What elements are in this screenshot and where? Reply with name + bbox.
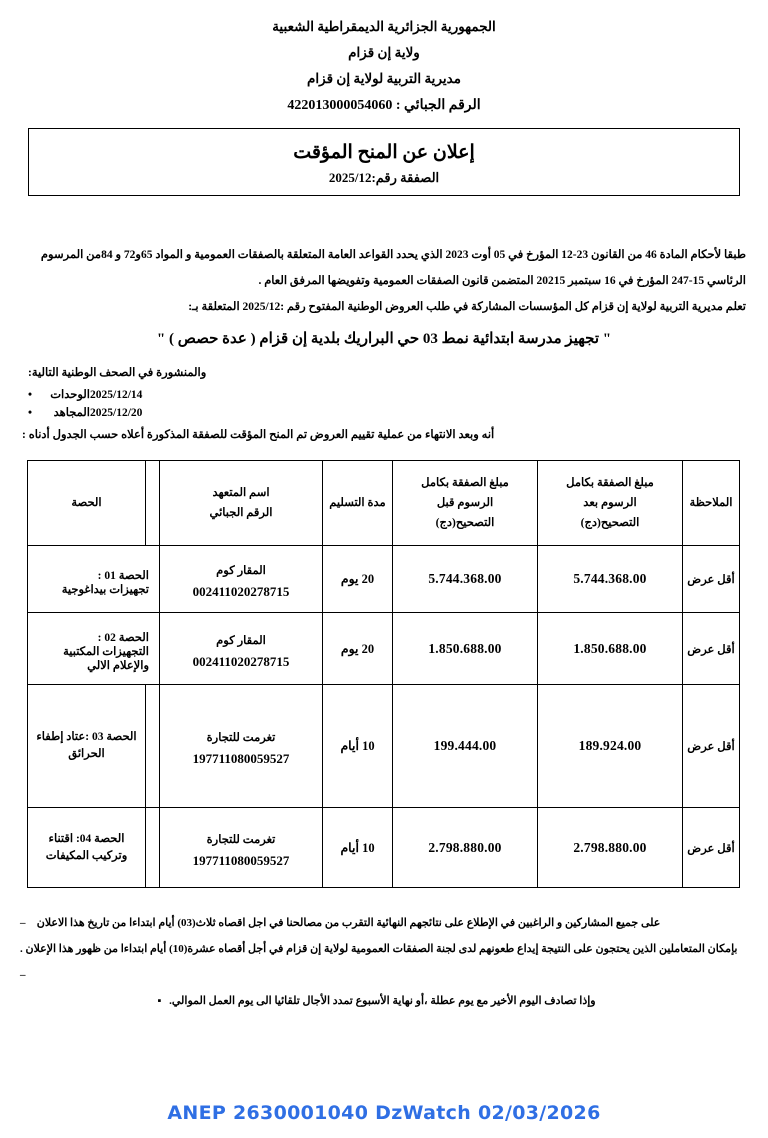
cell-note: أقل عرض [683,546,740,613]
notification-paragraph: تعلم مديرية التربية لولاية إن قزام كل المؤسسات المشاركة في طلب العروض الوطنية المفتوح رقم :2025/12 المتعلقة بـ: [188,301,746,313]
th-delivery-delay: مدة التسليم [323,461,393,546]
delay-value: 10 أيام [340,840,375,855]
publication-date: 2025/12/20 [90,407,143,419]
delay-value: 10 أيام [340,739,375,753]
cell-lot [28,546,160,613]
publication-name: المجاهد [53,407,90,419]
table-row [28,685,740,808]
tax-number: 422013000054060 [287,98,393,113]
vendor-name: تغرمت للتجارة [206,732,276,744]
vendor-nif: 002411020278715 [192,584,290,599]
th-vendor-line2: الرقم الجبائي [209,507,273,519]
page-title: إعلان عن المنح المؤقت [293,142,475,163]
note-item [20,910,748,936]
th-amount-after-line1: مبلغ الصفقة بكامل [566,477,654,489]
award-table [27,460,740,888]
amount-before-value: 5.744.368.00 [428,571,502,586]
th-amount-after [538,461,683,546]
lot-description [32,563,155,596]
publication-intro: والمنشورة في الصحف الوطنية التالية: [28,367,207,379]
th-vendor-line1: اسم المتعهد [212,487,270,499]
bullet-icon: • [27,389,32,401]
cell-delay [323,808,393,888]
amount-before-value: 2.798.880.00 [428,839,502,855]
cell-delay [323,685,393,808]
vendor-name: تغرمت للتجارة [206,833,276,846]
th-amount-after-line2: الرسوم بعد [583,497,637,509]
amount-after-value: 1.850.688.00 [573,640,647,656]
lot-line1: الحصة 04: اقتناء [48,832,125,845]
header-wilaya-line: ولاية إن قزام [348,45,420,60]
cell-lot-spacer [146,685,160,808]
tax-label: الرقم الجبائي : [395,98,481,113]
table-body [28,546,740,888]
cell-amount-before [393,808,538,888]
cell-delay [323,546,393,613]
lot-line2: التجهيزات المكتبية [63,646,149,658]
delay-value: 20 يوم [340,572,375,586]
note-item [20,936,748,988]
note-text: على جميع المشاركين و الراغبين في الإطلاع على نتائجهم النهائية التقرب من مصالحنا في اجل اقصاه ثلاث(03) أيام ابتداءا من تاريخ هذا الاعلان [36,917,661,929]
cell-note: أقل عرض [683,808,740,888]
lot-line2: وتركيب المكيفات [45,849,128,862]
cell-amount-after [538,808,683,888]
vendor-nif: 197711080059527 [192,751,290,766]
vendor-name: المقار كوم [216,565,266,577]
note-item [20,988,748,1014]
table-header-row [28,461,740,546]
footer-notes [20,910,748,1014]
publication-entry [22,386,194,404]
vendor-nif: 197711080059527 [192,852,290,868]
cell-amount-after [538,613,683,685]
lot-line3: والإعلام الالي [87,660,149,672]
list-item [22,386,746,404]
th-vendor [160,461,323,546]
amount-after-value: 2.798.880.00 [573,839,647,855]
cell-note: أقل عرض [683,685,740,808]
project-title: " تجهيز مدرسة ابتدائية نمط 03 حي البراريك بلدية إن قزام ( عدة حصص ) " [156,331,612,347]
lot-line1: الحصة 01 : [97,569,149,582]
legal-reference-line-1: طبقا لأحكام المادة 46 من القانون 23-12 المؤرخ في 05 أوت 2023 الذي يحدد القواعد العامة المتعلقة بالصفقات العمومية و المواد 65و72 و 84من المرسوم [40,249,746,261]
announcement-title-box [28,128,740,196]
lot-line1: الحصة 03 :عتاد إطفاء [36,731,137,743]
bullet-icon: • [27,407,32,419]
lot-description [32,625,155,672]
cell-amount-before [393,546,538,613]
header-republic-line: الجمهورية الجزائرية الديمقراطية الشعبية [272,19,496,34]
publication-date: 2025/12/14 [90,389,143,401]
dash-icon: – [20,917,26,929]
th-lot: الحصة [28,461,146,546]
cell-amount-after [538,685,683,808]
vendor-nif: 002411020278715 [192,653,290,669]
th-spacer [146,461,160,546]
table-header [28,461,740,546]
th-amount-before-line1: مبلغ الصفقة بكامل [421,477,509,489]
cell-amount-before [393,685,538,808]
cell-lot [28,685,146,808]
cell-vendor [160,808,323,888]
cell-amount-before [393,613,538,685]
tax-identification-line [0,92,768,120]
contract-number: الصفقة رقم:2025/12 [328,170,440,185]
document-header [0,0,768,120]
amount-before-value: 199.444.00 [433,738,497,753]
cell-lot [28,808,146,888]
table-row [28,808,740,888]
dash-icon: – [20,969,26,981]
th-amount-after-line3: التصحيح(دج) [580,517,640,529]
cell-delay [323,613,393,685]
publication-list [22,386,746,422]
vendor-name: المقار كوم [216,634,266,647]
amount-after-value: 5.744.368.00 [573,571,647,586]
cell-note: أقل عرض [683,613,740,685]
th-amount-before [393,461,538,546]
table-row [28,546,740,613]
cell-lot-spacer [146,808,160,888]
publication-entry [22,404,194,422]
publication-name: الوحدات [50,389,90,401]
square-bullet-icon: ▪ [157,995,162,1007]
lot-line2: تجهيزات بيداغوجية [61,583,149,596]
delay-value: 20 يوم [340,641,375,656]
amount-after-value: 189.924.00 [578,738,642,753]
note-text: بإمكان المتعاملين الذين يحتجون على النتيجة إيداع طعونهم لدى لجنة الصفقات العمومية لولاية إن قزام في أجل أقصاه عشرة(10) أيام ابتداءا من ظهور هذا الإعلان . [20,943,738,955]
th-amount-before-line2: الرسوم قبل [436,497,494,509]
table-row [28,613,740,685]
introduction-section [22,196,746,446]
cell-vendor [160,613,323,685]
award-table-wrapper [28,460,740,888]
note-text: وإذا تصادف اليوم الأخير مع يوم عطلة ،أو نهاية الأسبوع تمدد الأجال تلقائيا الى يوم العمل الموالي. [169,995,596,1007]
header-directorate-line: مديرية التربية لولاية إن قزام [307,71,461,86]
cell-lot [28,613,160,685]
th-note: الملاحظة [683,461,740,546]
legal-reference-line-2: الرئاسي 15-247 المؤرخ في 16 سبتمبر 20215 المتضمن قانون الصفقات العمومية وتفويضها المرفق العام . [258,275,746,287]
cell-amount-after [538,546,683,613]
list-item [22,404,746,422]
amount-before-value: 1.850.688.00 [428,640,502,656]
anep-footer: ANEP 2630001040 DzWatch 02/03/2026 [167,1102,601,1124]
th-amount-before-line3: التصحيح(دج) [435,517,495,529]
evaluation-result-line: أنه وبعد الانتهاء من عملية تقييم العروض تم المنح المؤقت للصفقة المذكورة أعلاه حسب الجدول أدناه : [22,429,495,441]
lot-line1: الحصة 02 : [97,632,149,644]
lot-line2: الحرائق [68,748,105,760]
cell-vendor [160,685,323,808]
cell-vendor [160,546,323,613]
